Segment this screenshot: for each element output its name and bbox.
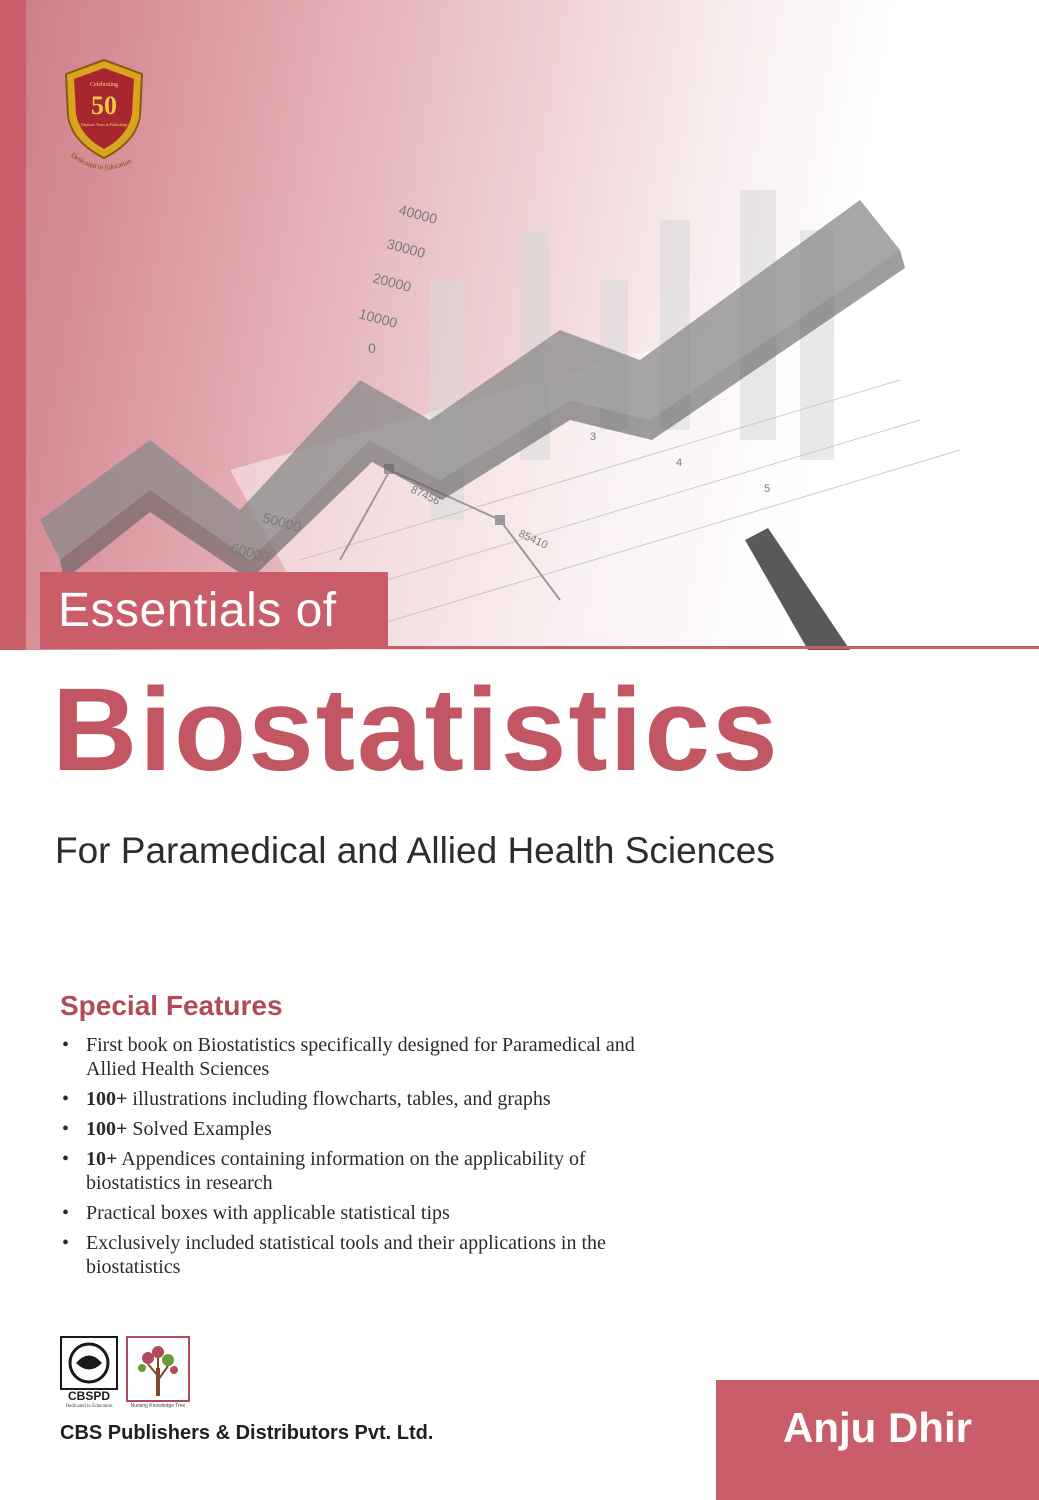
chart-illustration [0, 0, 1039, 650]
list-item [62, 1231, 652, 1279]
cbspd-logo-icon [60, 1336, 118, 1408]
point-label: 85410 [516, 527, 550, 552]
axis-label: 50000 [261, 509, 303, 535]
tree-label: Nursing Knowledge Tree [130, 1403, 186, 1408]
cbspd-tagline: Dedicated to Education [65, 1404, 113, 1408]
emblem-top-text: Celebrating [90, 82, 118, 88]
list-item [62, 1201, 652, 1225]
list-item [62, 1117, 652, 1141]
x-tick-label: 3 [590, 431, 597, 443]
cbspd-label: CBSPD [67, 1389, 111, 1403]
tree-logo-icon [126, 1336, 190, 1408]
feature-text: illustrations including flowcharts, tables, and graphs [127, 1088, 551, 1110]
axis-label: 60000 [229, 539, 271, 565]
axis-label: 40000 [397, 201, 439, 227]
hero-illustration [0, 0, 1039, 650]
publisher-name: CBS Publishers & Distributors Pvt. Ltd. [60, 1422, 434, 1444]
list-item [62, 1147, 652, 1195]
feature-bold: 10+ [86, 1148, 118, 1170]
feature-text: First book on Biostatistics specifically designed for Paramedical and Allied Health Sciences [86, 1034, 635, 1080]
list-item [62, 1087, 652, 1111]
feature-text: Exclusively included statistical tools and their applications in the biostatistics [86, 1232, 606, 1278]
axis-label: 10000 [357, 305, 399, 331]
axis-label: 0 [368, 340, 376, 356]
point-label: 87456 [408, 483, 442, 508]
emblem-arc-text: Dedicated to Education [69, 151, 133, 172]
feature-bold: 100+ [86, 1118, 128, 1140]
emblem-middle-text: Glorious Years in Publishing [80, 122, 128, 127]
author-name: Anju Dhir [783, 1404, 972, 1451]
left-accent-strip [0, 0, 26, 650]
data-marker [495, 515, 505, 525]
axis-label: 30000 [385, 235, 427, 261]
x-tick-label: 5 [764, 483, 771, 495]
anniversary-emblem-icon [58, 56, 150, 184]
book-title: Biostatistics [52, 664, 780, 796]
feature-text: Appendices containing information on the applicability of biostatistics in research [86, 1148, 586, 1194]
emblem-number: 50 [91, 91, 117, 120]
features-list [62, 1033, 652, 1285]
divider [388, 646, 1039, 649]
axis-label: 20000 [371, 269, 413, 295]
feature-text: Practical boxes with applicable statistical tips [86, 1202, 450, 1224]
list-item [62, 1033, 652, 1081]
series-prefix: Essentials of [58, 584, 337, 637]
feature-text: Solved Examples [127, 1118, 272, 1140]
author-box [716, 1380, 1039, 1500]
book-subtitle: For Paramedical and Allied Health Sciences [55, 830, 775, 871]
x-tick-label: 4 [676, 457, 683, 469]
features-heading: Special Features [60, 990, 283, 1021]
feature-bold: 100+ [86, 1088, 128, 1110]
